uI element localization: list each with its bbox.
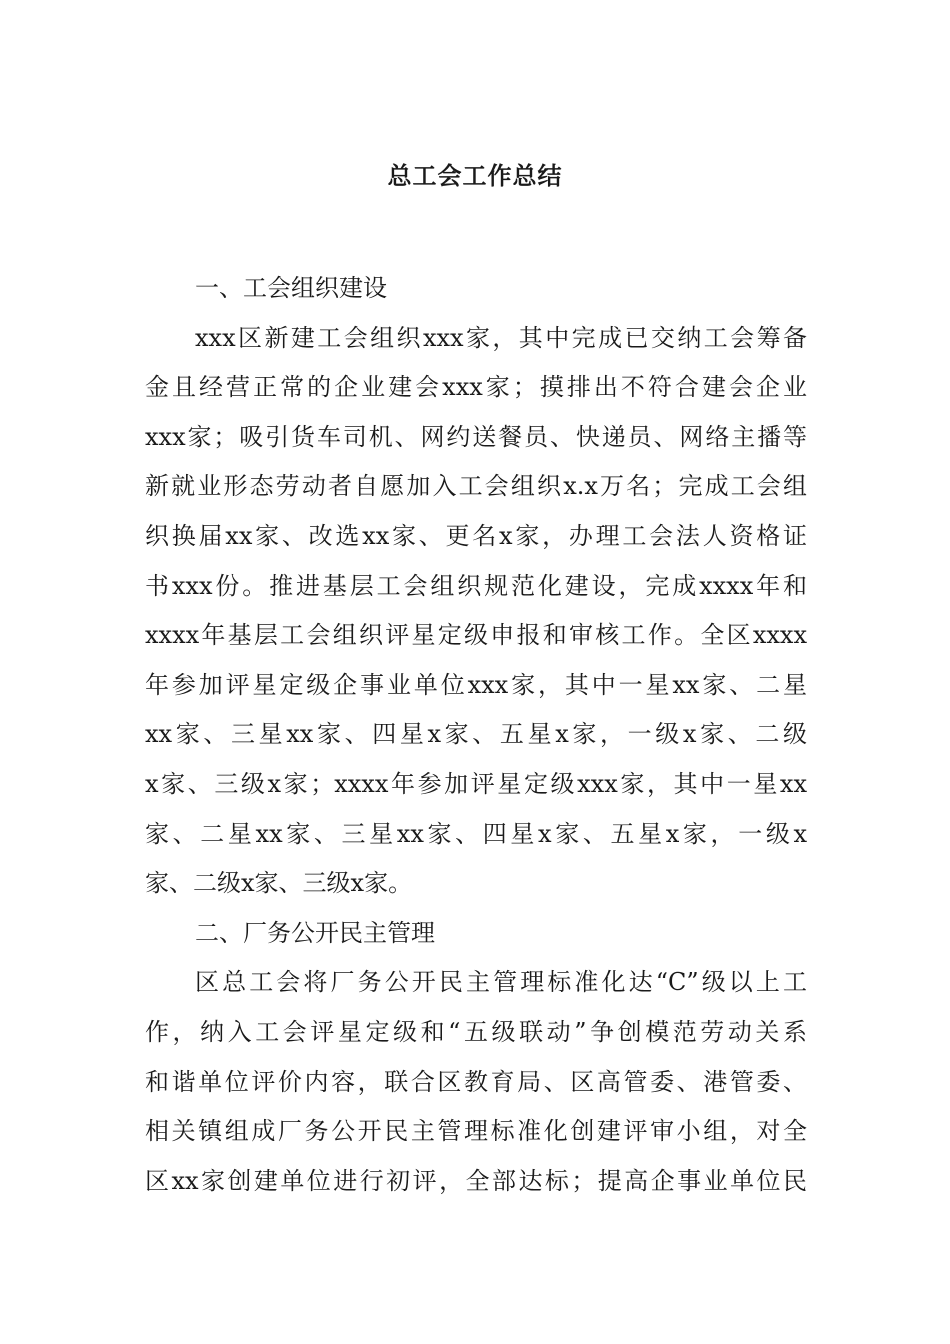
paragraph-line: 书xxx份。推进基层工会组织规范化建设，完成xxxx年和 [145,571,807,600]
paragraph-line: 金且经营正常的企业建会xxx家；摸排出不符合建会企业 [145,373,807,402]
paragraph-line: 区总工会将厂务公开民主管理标准化达“C”级以上工 [195,968,807,997]
paragraph-line: 作，纳入工会评星定级和“五级联动”争创模范劳动关系 [145,1017,807,1046]
paragraph-line: 年参加评星定级企事业单位xxx家，其中一星xx家、二星 [145,670,807,699]
section-heading: 二、厂务公开民主管理 [195,918,435,947]
paragraph-line: xx家、三星xx家、四星x家、五星x家，一级x家、二级 [145,720,807,749]
paragraph-line: x家、三级x家；xxxx年参加评星定级xxx家，其中一星xx [145,769,807,798]
paragraph-line: 家、二星xx家、三星xx家、四星x家、五星x家，一级x [145,819,807,848]
document-body [145,264,807,1206]
document-title: 总工会工作总结 [387,162,563,190]
paragraph-line: xxx家；吸引货车司机、网约送餐员、快递员、网络主播等 [145,422,807,451]
paragraph-line: 新就业形态劳动者自愿加入工会组织x.x万名；完成工会组 [145,472,807,501]
paragraph-line: xxx区新建工会组织xxx家，其中完成已交纳工会筹备 [195,323,807,352]
paragraph-line: 家、二级x家、三级x家。 [145,869,413,898]
paragraph-line: xxxx年基层工会组织评星定级申报和审核工作。全区xxxx [145,621,807,650]
paragraph-line: 区xx家创建单位进行初评，全部达标；提高企事业单位民 [145,1166,807,1195]
paragraph-line: 相关镇组成厂务公开民主管理标准化创建评审小组，对全 [145,1117,807,1146]
paragraph-line: 和谐单位评价内容，联合区教育局、区高管委、港管委、 [145,1067,807,1096]
section-heading: 一、工会组织建设 [195,274,387,302]
paragraph-line: 织换届xx家、改选xx家、更名x家，办理工会法人资格证 [145,521,807,550]
